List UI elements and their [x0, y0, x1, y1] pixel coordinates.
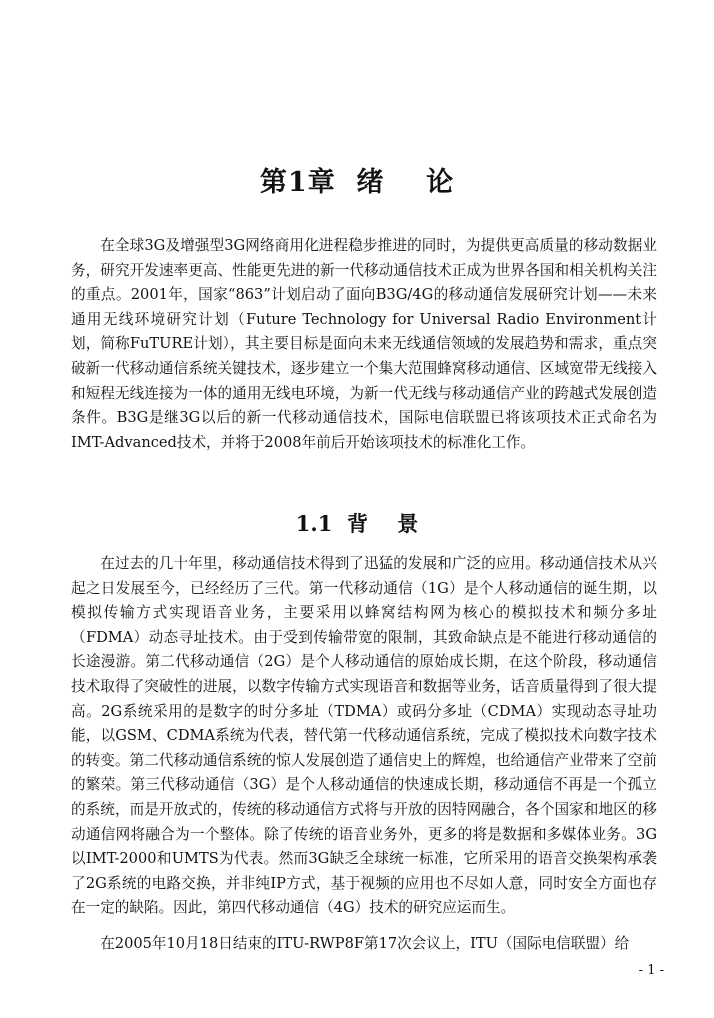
chapter-title: 第1章 绪 论	[259, 167, 455, 198]
section-paragraph-1: 在过去的几十年里，移动通信技术得到了迅猛的发展和广泛的应用。移动通信技术从兴起之日发展至今，已经经历了三代。第一代移动通信（1G）是个人移动通信的诞生期，以模拟传输方式实现语音业务，主要采用以蜂窝结构网为核心的模拟技术和频分多址（FDMA）动态寻址技术。由于受到传输带宽的限制，其致命缺点是不能进行移动通信的长途漫游。第二代移动通信（2G）是个人移动通信的原始成长期，在这个阶段，移动通信技术取得了突破性的进展，以数字传输方式实现语音和数据等业务，话音质量得到了很大提高。2G系统采用的是数字的时分多址（TDMA）或码分多址（CDMA）实现动态寻址功能，以GSM、CDMA系统为代表，替代第一代移动通信系统，完成了模拟技术向数字技术的转变。第二代移动通信系统的惊人发展创造了通信史上的辉煌，也给通信产业带来了空前的繁荣。第三代移动通信（3G）是个人移动通信的快速成长期，移动通信不再是一个孤立的系统，而是开放式的，传统的移动通信方式将与开放的因特网融合，各个国家和地区的移动通信网将融合为一个整体。除了传统的语音业务外，更多的将是数据和多媒体业务。3G以IMT-2000和UMTS为代表。然而3G缺乏全球统一标准，它所采用的语音交换架构承袭了2G系统的电路交换，并非纯IP方式，基于视频的应用也不尽如人意，同时安全方面也存在一定的缺陷。因此，第四代移动通信（4G）技术的研究应运而生。	[71, 555, 657, 917]
intro-paragraph: 在全球3G及增强型3G网络商用化进程稳步推进的同时，为提供更高质量的移动数据业务，研究开发速率更高、性能更先进的新一代移动通信技术正成为世界各国和相关机构关注的重点。2001年，国家“863”计划启动了面向B3G/4G的移动通信发展研究计划——未来通用无线环境研究计划（Future Technology for Universal Radio Environment计划，简称FuTURE计划），其主要目标是面向未来无线通信领域的发展趋势和需求，重点突破新一代移动通信系统关键技术，逐步建立一个集大范围蜂窝移动通信、区域宽带无线接入和短程无线连接为一体的通用无线电环境，为新一代无线与移动通信产业的跨越式发展创造条件。B3G是继3G以后的新一代移动通信技术，国际电信联盟已将该项技术正式命名为IMT-Advanced技术，并将于2008年前后开始该项技术的标准化工作。	[71, 237, 657, 451]
section-title: 1.1 背 景	[295, 511, 419, 536]
page-number: - 1 -	[638, 963, 664, 978]
section-paragraph-2: 在2005年10月18日结束的ITU-RWP8F第17次会议上，ITU（国际电信联盟）给	[100, 935, 630, 952]
